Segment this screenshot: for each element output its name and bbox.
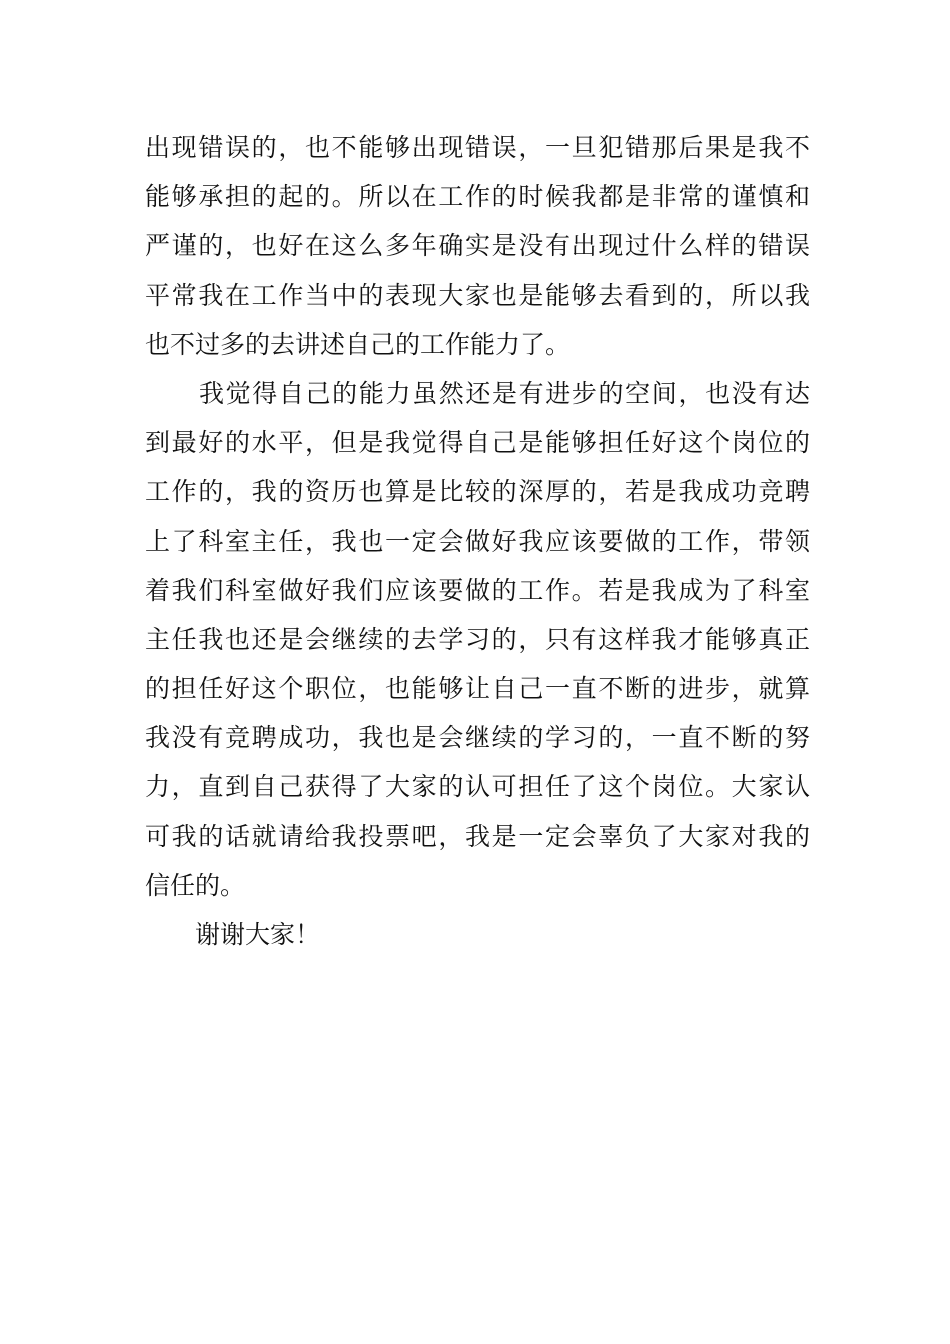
text-line: 能够承担的起的。所以在工作的时候我都是非常的谨慎和 bbox=[145, 182, 810, 212]
text-line: 平常我在工作当中的表现大家也是能够去看到的，所以我 bbox=[145, 280, 810, 310]
paragraph-1 bbox=[145, 123, 810, 369]
text-line: 我觉得自己的能力虽然还是有进步的空间，也没有达 bbox=[199, 378, 810, 408]
text-line: 出现错误的，也不能够出现错误，一旦犯错那后果是我不 bbox=[145, 133, 810, 162]
text-line: 严谨的，也好在这么多年确实是没有出现过什么样的错误 bbox=[145, 231, 810, 261]
text-line: 我没有竞聘成功，我也是会继续的学习的，一直不断的努 bbox=[145, 723, 810, 753]
text-line: 的担任好这个职位，也能够让自己一直不断的进步，就算 bbox=[145, 674, 810, 704]
text-line: 主任我也还是会继续的去学习的，只有这样我才能够真正 bbox=[145, 624, 810, 654]
text-line: 信任的。 bbox=[145, 870, 246, 900]
paragraph-3 bbox=[145, 910, 810, 959]
text-line: 也不过多的去讲述自己的工作能力了。 bbox=[145, 329, 571, 359]
closing-line: 谢谢大家！ bbox=[195, 920, 321, 949]
text-line: 到最好的水平，但是我觉得自己是能够担任好这个岗位的 bbox=[145, 428, 810, 458]
text-line: 上了科室主任，我也一定会做好我应该要做的工作，带领 bbox=[145, 526, 810, 556]
text-line: 力，直到自己获得了大家的认可担任了这个岗位。大家认 bbox=[145, 772, 810, 802]
text-line: 着我们科室做好我们应该要做的工作。若是我成为了科室 bbox=[145, 575, 810, 605]
text-line: 工作的，我的资历也算是比较的深厚的，若是我成功竞聘 bbox=[145, 477, 810, 507]
paragraph-2 bbox=[145, 369, 810, 910]
text-line: 可我的话就请给我投票吧，我是一定会辜负了大家对我的 bbox=[145, 821, 810, 851]
document-body bbox=[145, 123, 810, 959]
